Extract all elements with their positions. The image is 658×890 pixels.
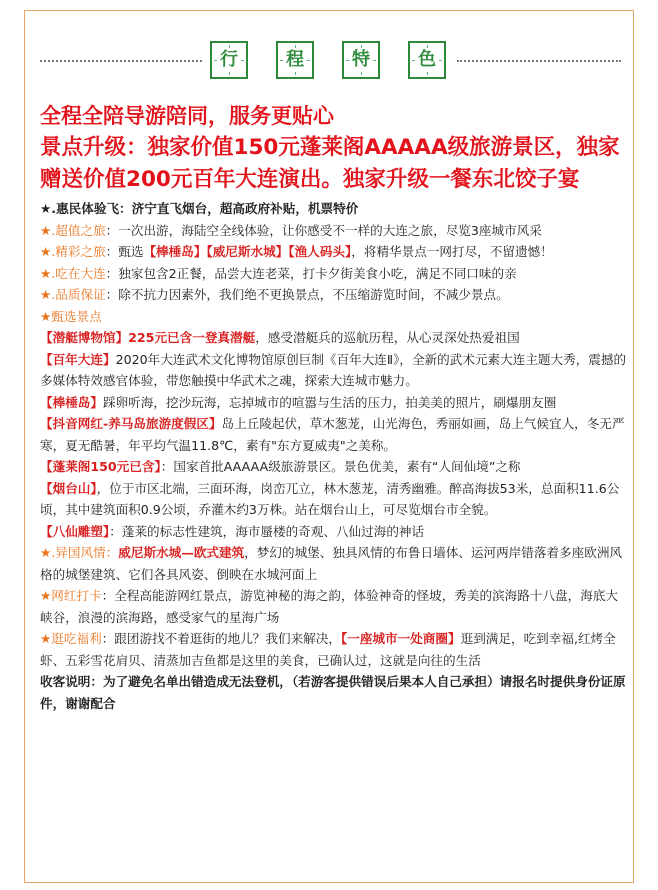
spot-text: 岛上丘陵起伏，草木葱茏，山光海色，秀丽如画，岛上气候宜人，冬无严寒，夏无酷暑，年平均气温11.8℃，素有"东方夏威夷"之美称。 [40, 416, 625, 453]
booking-notice [40, 671, 628, 714]
title-char-box [408, 41, 446, 79]
headline: 全程全陪导游陪同，服务更贴心 [40, 104, 334, 128]
feature-value-trip [40, 220, 628, 242]
title-divider-left [40, 60, 202, 62]
selected-spots-heading [40, 306, 628, 328]
feature-food [40, 263, 628, 285]
feature-flight [40, 198, 628, 220]
spot-label: 【百年大连】 [40, 351, 116, 367]
title-char-box [342, 41, 380, 79]
spot-yantai-hill [40, 478, 628, 521]
spot-eight-immortals [40, 521, 628, 543]
title-char-box [210, 41, 248, 79]
spot-yangma-island [40, 413, 628, 456]
spot-tag: 【棒棰岛】 [143, 244, 207, 259]
feature-flight-text: ★.惠民体验飞：济宁直飞烟台，超高政府补贴，机票特价 [40, 201, 359, 216]
spot-label: 【潜艇博物馆】225元已含一登真潜艇 [40, 330, 256, 345]
feature-text: ，将精华景点一网打尽，不留遗憾！ [351, 244, 553, 259]
feature-label: ★逛吃福利 [40, 631, 102, 646]
title-char: 程 [286, 49, 304, 70]
spot-text: ：蓬莱的标志性建筑，海市蜃楼的奇观、八仙过海的神话 [109, 523, 425, 539]
feature-checkin [40, 585, 628, 628]
feature-text: ：一次出游，海陆空全线体验，让你感受不一样的大连之旅，尽览3座城市风采 [105, 222, 542, 238]
spot-label: 【八仙雕塑】 [40, 523, 110, 539]
feature-text: ：独家包含2正餐，品尝大连老菜，打卡夕街美食小吃，满足不同口味的亲 [105, 265, 517, 281]
title-char: 特 [352, 49, 370, 70]
spot-text: ，感受潜艇兵的巡航历程，从心灵深处热爱祖国 [255, 330, 520, 345]
upgrade-highlight: 景点升级：独家价值150元蓬莱阁AAAAA级旅游景区，独家赠送价值200元百年大连演出。独家升级一餐东北饺子宴 [40, 135, 620, 192]
title-char-box [276, 41, 314, 79]
spot-tag: 【威尼斯水城】 [206, 244, 289, 259]
feature-text: 逛到满足，吃到幸福,红烤全虾、五彩雪花肩贝、清蒸加吉鱼都是这里的美食，已确认过，这就是向往的生活 [40, 631, 616, 668]
feature-shopping [40, 628, 628, 671]
feature-quality [40, 284, 628, 306]
feature-text: ：跟团游找不着逛街的地儿？我们来解决， [101, 631, 341, 646]
spot-bangchui-island [40, 392, 628, 414]
feature-label: ★网红打卡 [40, 588, 102, 603]
title-divider-right [457, 60, 621, 62]
spot-text: 踩卵听海，挖沙玩海，忘掉城市的喧嚣与生活的压力，拍美美的照片，刷爆朋友圈 [102, 394, 557, 410]
feature-label: ★.精彩之旅 [40, 244, 106, 259]
spot-tag: 【一座城市一处商圈】 [340, 631, 461, 646]
spot-label: 【烟台山】 [40, 480, 97, 496]
feature-label: ★.品质保证 [40, 287, 106, 302]
title-char: 行 [220, 49, 238, 70]
title-char: 色 [418, 49, 436, 70]
feature-text: ：全程高能游网红景点，游览神秘的海之韵，体验神奇的怪坡，秀美的滨海路十八盘，海底大峡谷，浪漫的滨海路，感受家气的星海广场 [40, 588, 619, 625]
feature-exotic [40, 542, 628, 585]
feature-label: ★.吃在大连 [40, 265, 106, 281]
feature-text: ：除不抗力因素外，我们绝不更换景点，不压缩游览时间，不减少景点。 [105, 287, 509, 302]
spot-tag: 【渔人码头】 [288, 244, 352, 259]
feature-label: ★甄选景点 [40, 308, 102, 324]
spot-text: ，位于市区北端，三面环海，岗峦兀立，林木葱茏，清秀幽雅。醉高海拔53米，总面积11.6公顷，其中建筑面积0.9公顷，乔灌木约3万株。站在烟台山上，可尽览烟台市全貌。 [40, 480, 620, 517]
spot-centennial-dalian [40, 349, 628, 392]
spot-tag: 威尼斯水城—欧式建筑 [118, 545, 245, 560]
spot-submarine-museum [40, 327, 628, 349]
feature-label: ★.超值之旅 [40, 222, 106, 238]
feature-text: ：甄选 [105, 244, 144, 259]
spot-label: 【棒棰岛】 [40, 394, 103, 410]
booking-notice-text: 收客说明：为了避免名单出错造成无法登机，（若游客提供错误后果本人自己承担）请报名时提供身份证原件，谢谢配合 [40, 674, 626, 711]
feature-label: ★.异国风情： [40, 545, 119, 560]
spot-text: 2020年大连武术文化博物馆原创巨制《百年大连Ⅱ》，全新的武术元素大连主题大秀，震撼的多媒体特效感官体验，带您触摸中华武术之魂，探索大连城市魅力。 [40, 351, 627, 388]
spot-label: 【蓬莱阁150元已含】 [40, 459, 161, 474]
feature-text: ，梦幻的城堡、独具风情的布鲁日墙体、运河两岸错落着多座欧洲风格的城堡建筑、它们各具风姿、倒映在水城河面上 [40, 545, 623, 582]
section-title [0, 41, 658, 83]
itinerary-features [40, 100, 628, 714]
spot-label: 【抖音网红-养马岛旅游度假区】 [40, 416, 222, 431]
feature-wonderful-trip [40, 241, 628, 263]
spot-text: ：国家首批AAAAA级旅游景区。景色优美，素有“人间仙境”之称 [160, 459, 521, 474]
spot-penglai-pavilion [40, 456, 628, 478]
